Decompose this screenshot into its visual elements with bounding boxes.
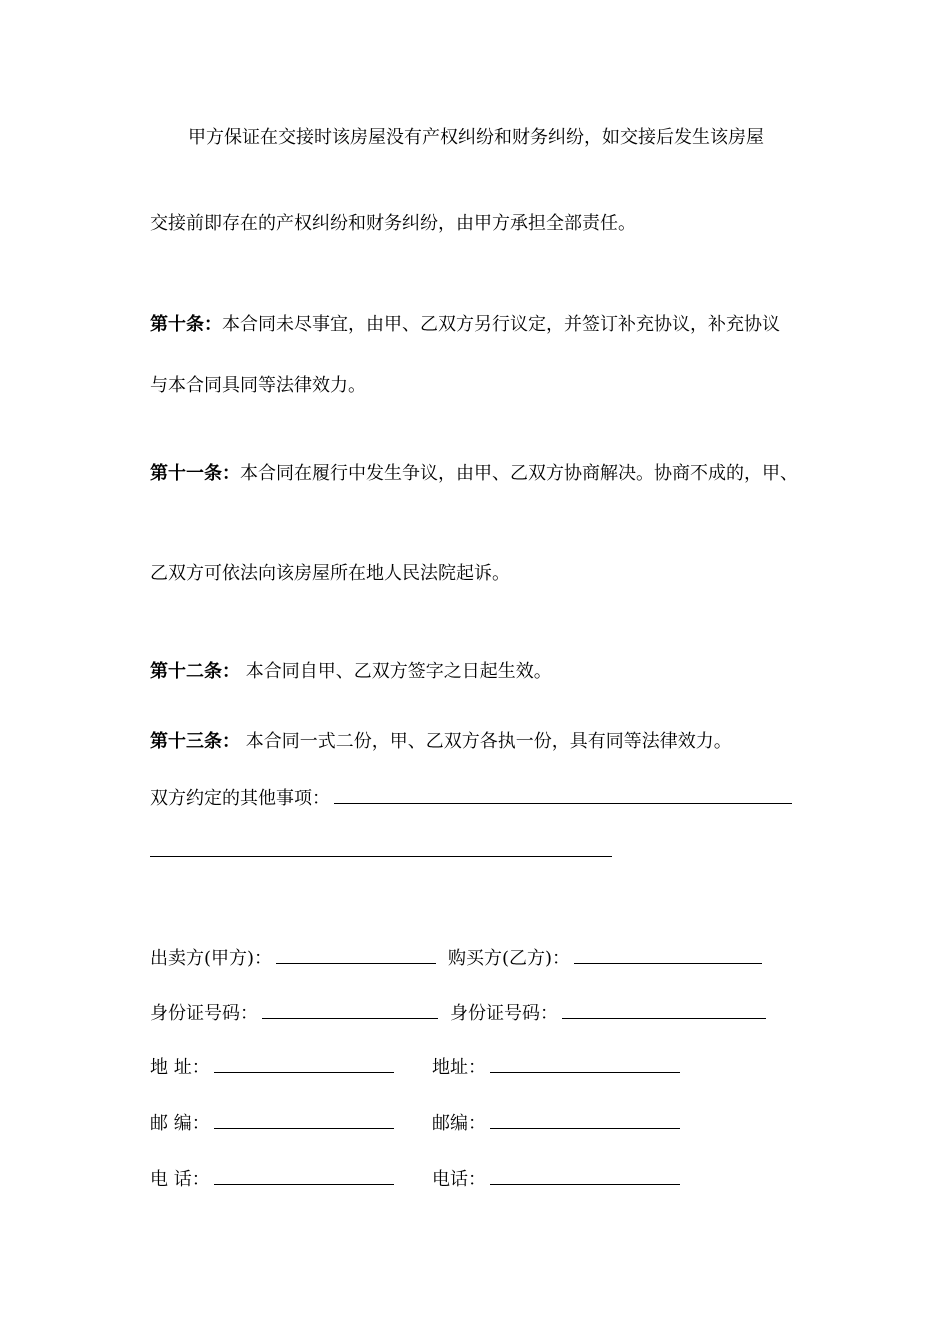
clause10-line2 (150, 374, 366, 398)
id-row (150, 1000, 438, 1026)
clause11-text-1: 本合同在履行中发生争议，由甲、乙双方协商解决。协商不成的，甲、 (240, 463, 798, 484)
clause13-text: 本合同一式二份，甲、乙双方各执一份，具有同等法律效力。 (245, 731, 732, 752)
postcode-label-a: 邮 编： (150, 1113, 210, 1134)
id-label-a: 身份证号码： (150, 1003, 258, 1024)
clause13-label: 第十三条： (150, 731, 240, 752)
other-matters-blank-1[interactable] (334, 785, 792, 804)
other-matters-label: 双方约定的其他事项： (150, 788, 330, 809)
phone-cell-b (432, 1166, 680, 1192)
id-blank-b[interactable] (562, 1000, 766, 1019)
phone-blank-a[interactable] (214, 1166, 394, 1185)
address-row (150, 1054, 394, 1080)
clause11-line2 (150, 562, 510, 586)
clause10-line1 (150, 313, 780, 337)
clause10-label: 第十条： (150, 314, 222, 335)
phone-row (150, 1166, 394, 1192)
id-cell-b (450, 1000, 766, 1026)
id-blank-a[interactable] (262, 1000, 438, 1019)
postcode-label-b: 邮编： (432, 1113, 486, 1134)
clause11-label: 第十一条： (150, 463, 240, 484)
clause12-text: 本合同自甲、乙双方签字之日起生效。 (245, 661, 552, 682)
clause9-text-2: 交接前即存在的产权纠纷和财务纠纷，由甲方承担全部责任。 (150, 213, 636, 234)
postcode-row (150, 1110, 394, 1136)
id-label-b: 身份证号码： (450, 1003, 558, 1024)
phone-blank-b[interactable] (490, 1166, 680, 1185)
buyer-cell (448, 945, 762, 971)
clause12-label: 第十二条： (150, 661, 240, 682)
address-blank-a[interactable] (214, 1054, 394, 1073)
clause10-text-2: 与本合同具同等法律效力。 (150, 375, 366, 396)
postcode-cell-b (432, 1110, 680, 1136)
buyer-blank[interactable] (574, 945, 762, 964)
other-matters-line1 (150, 785, 792, 811)
clause11-line1 (150, 462, 798, 486)
clause12 (150, 660, 552, 684)
address-blank-b[interactable] (490, 1054, 680, 1073)
seller-blank[interactable] (276, 945, 436, 964)
clause11-text-2: 乙双方可依法向该房屋所在地人民法院起诉。 (150, 563, 510, 584)
clause10-text-1: 本合同未尽事宜，由甲、乙双方另行议定，并签订补充协议，补充协议 (222, 314, 780, 335)
postcode-blank-a[interactable] (214, 1110, 394, 1129)
phone-label-a: 电 话： (150, 1169, 210, 1190)
party-row (150, 945, 436, 971)
seller-label: 出卖方(甲方)： (150, 948, 273, 969)
other-matters-blank-2[interactable] (150, 838, 612, 857)
phone-label-b: 电话： (432, 1169, 486, 1190)
postcode-blank-b[interactable] (490, 1110, 680, 1129)
clause9-line2 (150, 212, 636, 236)
address-label-b: 地址： (432, 1057, 486, 1078)
clause13 (150, 730, 732, 754)
address-label-a: 地 址： (150, 1057, 210, 1078)
address-cell-b (432, 1054, 680, 1080)
clause9-line1 (188, 126, 764, 150)
clause9-text-1: 甲方保证在交接时该房屋没有产权纠纷和财务纠纷，如交接后发生该房屋 (188, 127, 764, 148)
other-matters-line2 (150, 838, 612, 864)
buyer-label: 购买方(乙方)： (448, 948, 571, 969)
